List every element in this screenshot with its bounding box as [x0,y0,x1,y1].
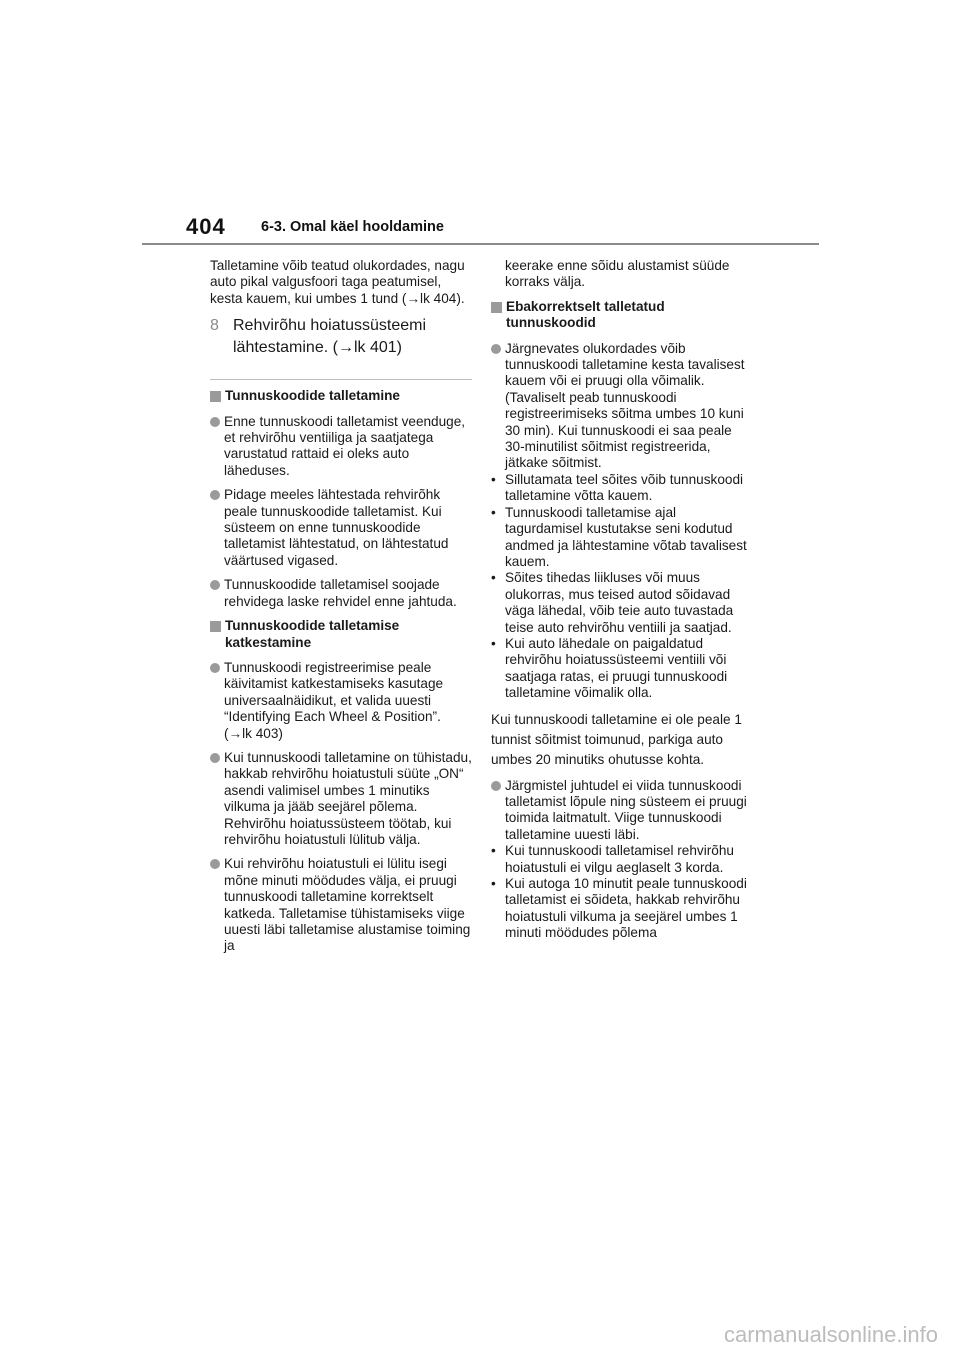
circle-bullet-icon [210,417,220,427]
sub-list [491,472,753,702]
sub-item-text: Sõites tihedas liikluses või muus olukorras, mus teised autod sõidavad väga lähedal, võib teie auto tuvastada teise auto rehvirõhu ventiili ja saatjad. [505,570,734,635]
header-divider [142,243,819,245]
list-item-text: Tunnuskoodi registreerimise peale käivitamist katkestamiseks kasutage universaalnäidikut, et valida uuesti “Identifying Each Wheel & Position”. (→lk 403) [224,659,444,741]
section-divider [210,379,472,380]
list-item-text: Järgmistel juhtudel ei viida tunnuskoodi talletamist lõpule ning süsteem ei pruugi toimida laitmatult. Viige tunnuskoodi talletamine uuesti läbi. [505,777,747,842]
heading-incorrect-codes [491,299,753,332]
list-item-text: Enne tunnuskoodi talletamist veenduge, et rehvirõhu ventiiliga ja saatjatega varustatud rattaid ei oleks auto läheduses. [224,413,466,478]
dash-bullet: • [491,876,496,891]
right-column [491,258,753,942]
list-item-text: Järgnevates olukordades võib tunnuskoodi talletamine kesta tavalisest kauem või ei pruugi olla võimalik. (Tavaliselt peab tunnuskoodi registreerimiseks sõitma umbes 10 kuni 30 min). Kui tunnuskoodi ei saa peale 30-minutilist sõitmist registreerida, jätkake sõitmist. [505,340,745,471]
list-item [210,487,472,569]
sub-list-item [491,843,753,876]
sub-item-text: Kui autoga 10 minutit peale tunnuskoodi talletamist ei sõideta, hakkab rehvirõhu hoiatustuli vilkuma ja seejärel umbes 1 minuti möödudes põlema [505,876,747,941]
square-bullet-icon [491,302,502,313]
heading-text: Tunnuskoodide talletamine [225,388,400,404]
watermark: carmanualsonline.info [723,1322,938,1347]
page-header [0,0,960,250]
sub-list [491,843,753,941]
list-item [210,577,472,610]
left-column [210,258,472,963]
page-number: 404 [186,214,226,239]
heading-id-code-registration [210,388,472,404]
circle-bullet-icon [210,580,220,590]
square-bullet-icon [210,621,221,632]
intro-paragraph: Talletamine võib teatud olukordades, nagu auto pikal valgusfoori taga peatumisel, kesta kauem, kui umbes 1 tund (→lk 404). [210,258,465,306]
sub-list-item [491,472,753,505]
sub-list-item [491,505,753,571]
heading-text: Tunnuskoodide talletamise katkestamine [225,618,400,650]
step-number: 8 [210,317,219,335]
sub-item-text: Sillutamata teel sõites võib tunnuskoodi talletamine võtta kauem. [505,471,744,504]
dash-bullet: • [491,570,496,586]
heading-cancel-registration [210,618,472,651]
list-item-text: Kui tunnuskoodi talletamine on tühistadu, hakkab rehvirõhu hoiatustuli süüte „ON“ asendi valimisel umbes 1 minutiks vilkuma ja jääb seejärel põlema. Rehvirõhu hoiatussüsteem töötab, kui rehvirõhu hoiatustuli lülitub välja. [224,749,472,847]
dash-bullet: • [491,843,496,859]
dash-bullet: • [491,504,496,520]
list-item [210,660,472,742]
list-item [210,414,472,480]
dash-bullet: • [491,635,496,651]
circle-bullet-icon [210,490,220,500]
sub-item-text: Kui tunnuskoodi talletamisel rehvirõhu hoiatustuli ei vilgu aeglaselt 3 korda. [505,843,734,875]
circle-bullet-icon [210,753,220,763]
circle-bullet-icon [210,859,220,869]
continued-text: keerake enne sõidu alustamist süüde korraks välja. [505,258,730,290]
list-item [210,856,472,954]
plain-paragraph: Kui tunnuskoodi talletamine ei ole peale 1 tunnist sõitmist toimunud, parkiga auto umbes 20 minutiks ohutusse kohta. [491,711,742,767]
circle-bullet-icon [210,663,220,673]
sub-list-item [491,876,753,942]
sub-item-text: Kui auto lähedale on paigaldatud rehvirõhu hoiatussüsteemi ventiili või saatjaga ratas, ei pruugi tunnuskoodi talletamine võimalik olla. [505,635,728,701]
circle-bullet-icon [491,781,501,791]
square-bullet-icon [210,391,221,402]
step-text: Rehvirõhu hoiatussüsteemi lähtestamine. (→lk 401) [233,317,426,357]
list-item-text: Kui rehvirõhu hoiatustuli ei lülitu isegi mõne minuti möödudes välja, ei pruugi tunnuskoodi talletamine korrektselt katkeda. Talletamise tühistamiseks viige uuesti läbi talletamise alustamise toiming ja [224,856,471,954]
circle-bullet-icon [491,344,501,354]
list-item [491,778,753,844]
sub-item-text: Tunnuskoodi talletamise ajal tagurdamisel kustutakse seni kodutud andmed ja lähtestamine võtab tavalisest kauem. [505,504,747,569]
list-item [491,341,753,472]
sub-list-item [491,570,753,636]
list-item-text: Tunnuskoodide talletamisel soojade rehvidega laske rehvidel enne jahtuda. [224,577,457,609]
dash-bullet: • [491,471,496,487]
list-item [210,750,472,848]
sub-list-item [491,636,753,702]
step-8 [210,315,472,359]
heading-text: Ebakorrektselt talletatud tunnuskoodid [506,298,665,331]
section-title: 6-3. Omal käel hooldamine [261,219,444,235]
list-item-text: Pidage meeles lähtestada rehvirõhk peale tunnuskoodide talletamist. Kui süsteem on enne tunnuskoodide talletamist lähtestatud, on lähtestatud väärtused vigased. [224,487,449,568]
